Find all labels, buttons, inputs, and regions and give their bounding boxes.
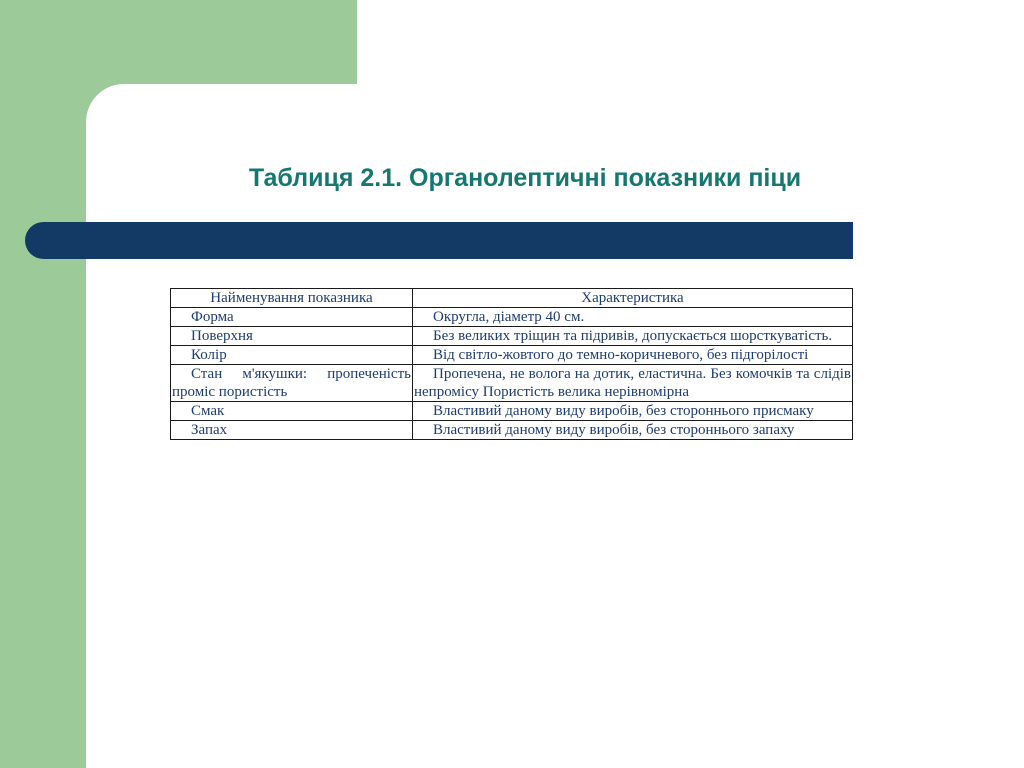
navy-accent-bar — [25, 222, 853, 259]
characteristic-cell: Пропечена, не волога на дотик, еластична. Без комочків та слідів непромісу Пористість велика нерівномірна — [414, 366, 851, 400]
characteristic-cell: Округла, діаметр 40 см. — [413, 308, 853, 327]
table-row — [171, 308, 853, 327]
table-row — [171, 327, 853, 346]
indicator-cell: Стан м'якушки: пропеченість проміс пористість — [172, 366, 411, 400]
indicator-cell: Колір — [171, 346, 413, 365]
indicator-cell: Поверхня — [171, 327, 413, 346]
green-top-panel — [0, 0, 357, 84]
indicator-cell: Форма — [171, 308, 413, 327]
characteristic-cell: Без великих тріщин та підривів, допускається шорсткуватість. — [413, 327, 853, 346]
green-left-panel — [0, 0, 86, 768]
indicators-table — [170, 288, 853, 440]
table-row — [171, 346, 853, 365]
table-row — [171, 402, 853, 421]
slide-title: Таблиця 2.1. Органолептичні показники піци — [248, 164, 802, 192]
table-row — [171, 421, 853, 440]
col-header-indicator: Найменування показника — [171, 289, 413, 308]
table-header-row — [171, 289, 853, 308]
characteristic-cell: Властивий даному виду виробів, без стороннього запаху — [413, 421, 853, 440]
table-row — [171, 365, 853, 402]
characteristic-cell: Від світло-жовтого до темно-коричневого, без підгорілості — [413, 346, 853, 365]
indicator-cell: Запах — [171, 421, 413, 440]
indicator-cell: Смак — [171, 402, 413, 421]
characteristic-cell: Властивий даному виду виробів, без стороннього присмаку — [413, 402, 853, 421]
col-header-characteristic: Характеристика — [413, 289, 853, 308]
